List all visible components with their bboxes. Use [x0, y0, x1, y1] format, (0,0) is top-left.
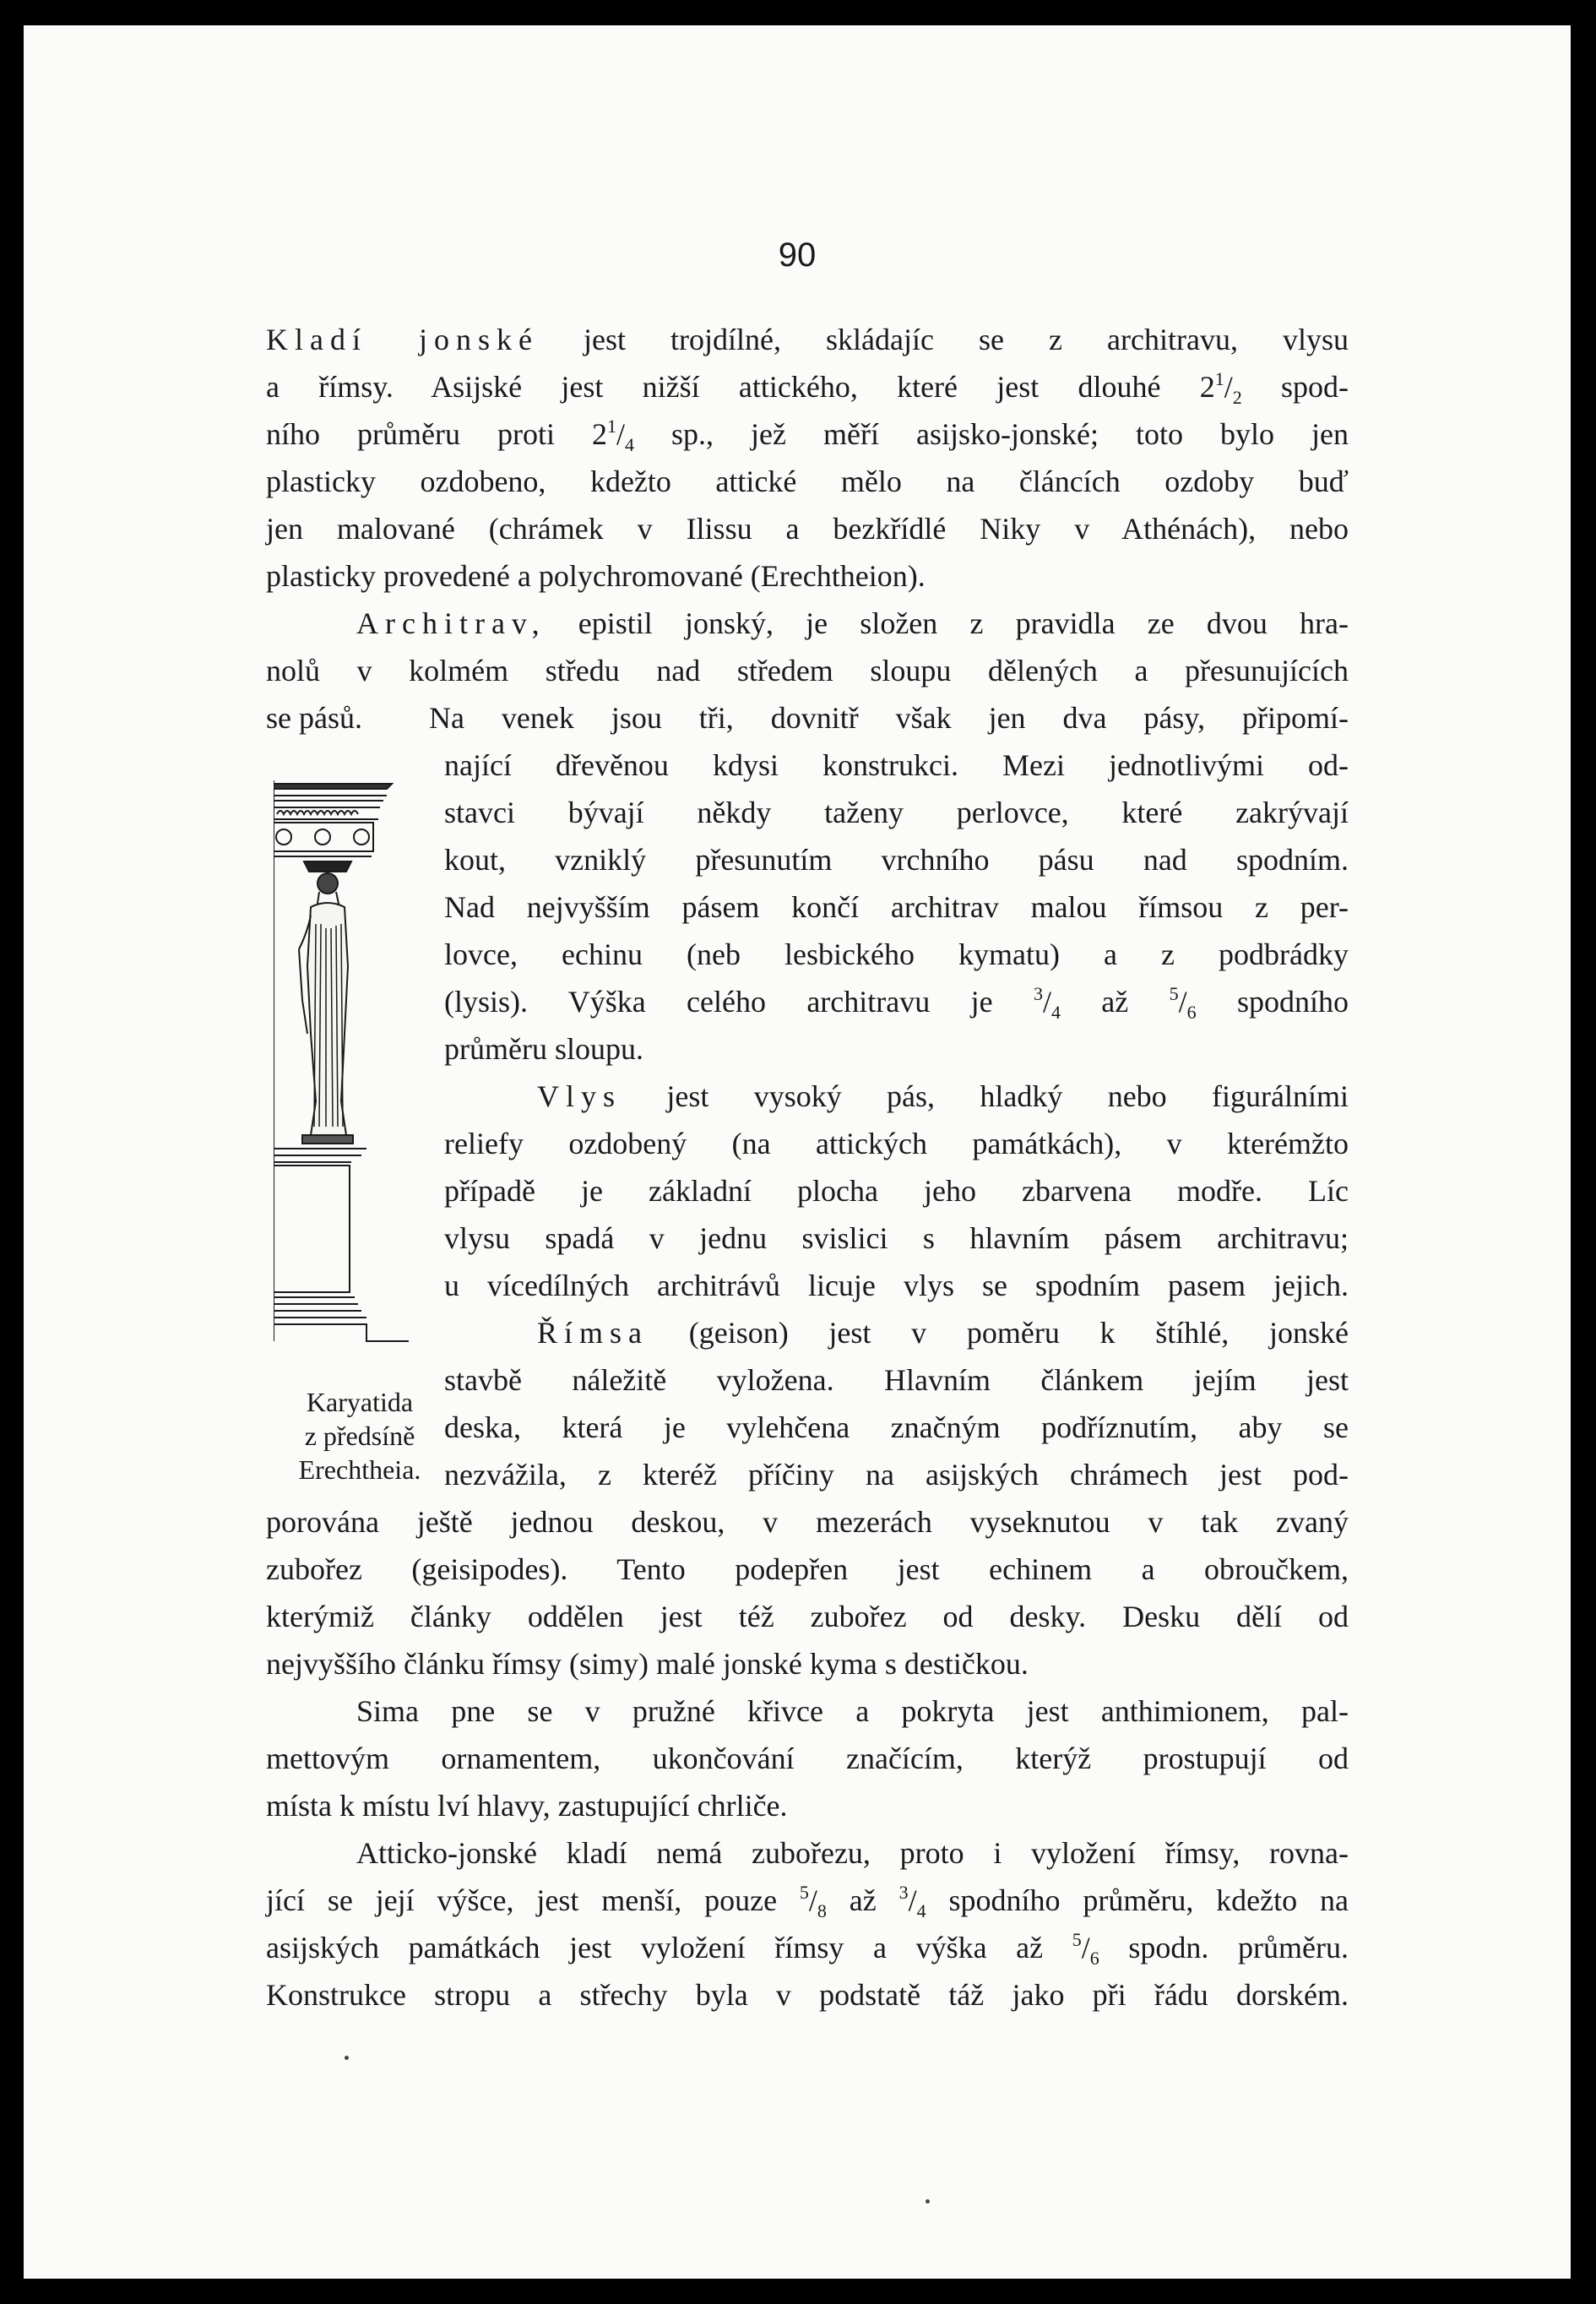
text-line: nolů v kolmém středu nad středem sloupu dělených a přesunujících — [266, 654, 1349, 687]
text-line: (lysis). Výška celého architravu je $^3/_4$ až $^5/_6$ spodního — [444, 983, 1349, 1023]
text-line: Kladí jonské jest trojdílné, skládajíc se z architravu, vlysu — [266, 323, 1349, 356]
text-line: porována ještě jednou deskou, v mezerách vyseknutou v tak zvaný — [266, 1505, 1349, 1539]
text-line: lovce, echinu (neb lesbického kymatu) a z podbrádky — [444, 937, 1349, 971]
text-line: stavci bývají někdy taženy perlovce, které zakrývají — [444, 796, 1349, 829]
text-line: mettovým ornamentem, ukončování značícím, kterýž prostupují od — [266, 1742, 1349, 1775]
text-line: vlysu spadá v jednu svislici s hlavním pásem architravu; — [444, 1221, 1349, 1255]
text-line: Římsa (geison) jest v poměru k štíhlé, jonské — [537, 1316, 1349, 1350]
text-line: deska, která je vylehčena značným podříznutím, aby se — [444, 1410, 1349, 1444]
text-line: a římsy. Asijské jest nižší attického, které jest dlouhé $2^1/_2$ spod- — [266, 368, 1349, 408]
text-line: Konstrukce stropu a střechy byla v podstatě táž jako při řádu dorském. — [266, 1978, 1349, 2012]
text-line: jen malované (chrámek v Ilissu a bezkřídlé Niky v Athénách), nebo — [266, 512, 1349, 546]
text-line: asijských památkách jest vyložení římsy a výška až $^5/_6$ spodn. průměru. — [266, 1929, 1349, 1969]
page-number: 90 — [778, 236, 817, 274]
text-line: se pásů. — [266, 701, 362, 735]
text-line: zubořez (geisipodes). Tento podepřen jest echinem a obroučkem, — [266, 1552, 1349, 1586]
text-line: ního průměru proti $2^1/_4$ sp., jež měří asijsko-jonské; toto bylo jen — [266, 416, 1349, 455]
text-line: Vlys jest vysoký pás, hladký nebo figurálními — [537, 1079, 1349, 1113]
text-line: případě je základní plocha jeho zbarvena modře. Líc — [444, 1174, 1349, 1208]
text-line: nající dřevěnou kdysi konstrukci. Mezi jednotlivými od- — [444, 748, 1349, 782]
text-line: nejvyššího článku římsy (simy) malé jonské kyma s destičkou. — [266, 1647, 1029, 1681]
text-line: Sima pne se v pružné křivce a pokryta jest anthimionem, pal- — [356, 1694, 1349, 1728]
text-line: u vícedílných architrávů licuje vlys se spodním pasem jejich. — [444, 1269, 1349, 1302]
text-line: Nad nejvyšším pásem končí architrav malou římsou z per- — [444, 890, 1349, 924]
caryatid-illustration — [274, 780, 442, 1372]
text-line: kout, vzniklý přesunutím vrchního pásu nad spodním. — [444, 843, 1349, 877]
text-line: místa k místu lví hlavy, zastupující chrliče. — [266, 1789, 788, 1823]
book-page — [24, 25, 1571, 2279]
scan-speck — [926, 2199, 930, 2203]
text-line: nezvážila, z kteréž příčiny na asijských chrámech jest pod- — [444, 1458, 1349, 1492]
text-line: Architrav, epistil jonský, je složen z pravidla ze dvou hra- — [356, 606, 1349, 640]
scan-speck — [345, 2056, 349, 2060]
text-line: jící se její výšce, jest menší, pouze $^5/_8$ až $^3/_4$ spodního průměru, kdežto na — [266, 1882, 1349, 1921]
text-line: kterýmiž články oddělen jest též zubořez od desky. Desku dělí od — [266, 1600, 1349, 1633]
text-line: Atticko-jonské kladí nemá zubořezu, proto i vyložení římsy, rovna- — [356, 1836, 1349, 1870]
text-line: Na venek jsou tři, dovnitř však jen dva pásy, připomí- — [429, 701, 1349, 735]
text-line: průměru sloupu. — [444, 1032, 643, 1066]
text-line: plasticky provedené a polychromované (Erechtheion). — [266, 559, 926, 593]
text-line: plasticky ozdobeno, kdežto attické mělo na článcích ozdoby buď — [266, 465, 1349, 498]
text-line: reliefy ozdobený (na attických památkách), v kterémžto — [444, 1127, 1349, 1160]
figure-caption: Karyatida z předsíně Erechtheia. — [298, 1387, 421, 1485]
text-line: stavbě náležitě vyložena. Hlavním článkem jejím jest — [444, 1363, 1349, 1397]
